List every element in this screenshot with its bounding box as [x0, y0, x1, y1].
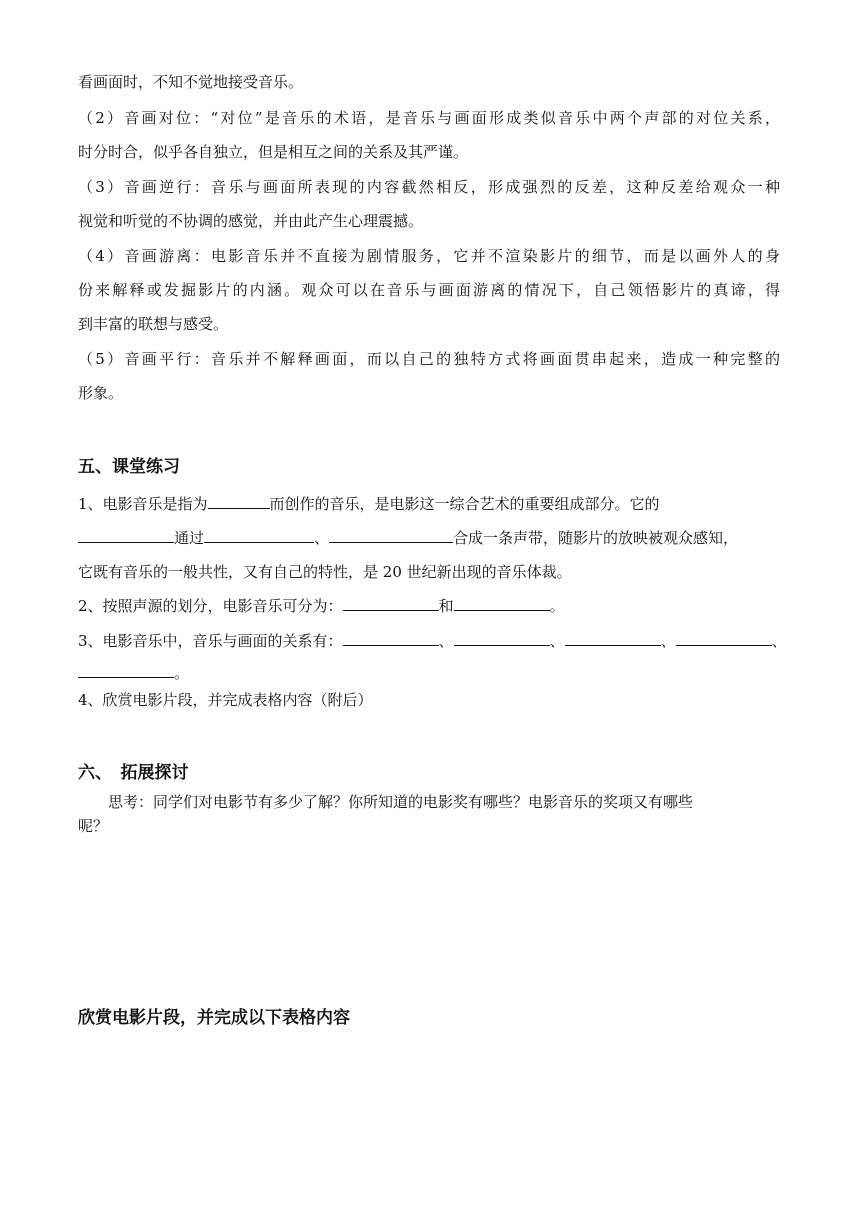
- exercise-3-blank-5[interactable]: [78, 663, 174, 678]
- exercise-2-blank-1[interactable]: [343, 596, 439, 611]
- exercise-2-text-b: 和: [438, 597, 454, 615]
- exercise-1-text-e: 合成一条声带，随影片的放映被观众感知，: [453, 529, 739, 547]
- exercise-1-line-2: [78, 528, 780, 548]
- item-5-line-2: 形象。: [78, 384, 124, 402]
- item-4-line-3: 到丰富的联想与感受。: [78, 315, 229, 333]
- exercise-3-sep-1: 、: [438, 632, 454, 650]
- item-2-line-2: 时分时合，似乎各自独立，但是相互之间的关系及其严谨。: [78, 143, 469, 161]
- exercise-1-blank-3[interactable]: [204, 528, 314, 543]
- exercise-1-text-a: 1、电影音乐是指为: [78, 495, 208, 513]
- item-4-line-1: （4）音画游离：电影音乐并不直接为剧情服务，它并不渲染影片的细节，而是以画外人的身: [78, 247, 780, 265]
- exercise-2-text-a: 2、按照声源的划分，电影音乐可分为：: [78, 597, 343, 615]
- item-3-line-1: （3）音画逆行：音乐与画面所表现的内容截然相反，形成强烈的反差，这种反差给观众一种: [78, 178, 780, 196]
- item-4-line-2: 份来解释或发掘影片的内涵。观众可以在音乐与画面游离的情况下，自己领悟影片的真谛，得: [78, 281, 780, 299]
- exercise-2-blank-2[interactable]: [454, 596, 550, 611]
- exercise-3-blank-2[interactable]: [454, 631, 550, 646]
- intro-tail-text: 看画面时，不知不觉地接受音乐。: [78, 73, 304, 91]
- appendix-heading: 欣赏电影片段，并完成以下表格内容: [78, 1008, 350, 1028]
- exercise-4-line: 4、欣赏电影片段，并完成表格内容（附后）: [78, 691, 373, 709]
- exercise-1-blank-1[interactable]: [208, 494, 270, 509]
- exercise-3-text-a: 3、电影音乐中，音乐与画面的关系有：: [78, 632, 343, 650]
- exercise-1-text-d: 、: [314, 529, 330, 547]
- exercise-3-line-1: [78, 631, 787, 651]
- exercise-3-blank-1[interactable]: [343, 631, 439, 646]
- exercise-2-text-c: 。: [549, 597, 565, 615]
- item-3-line-2: 视觉和听觉的不协调的感觉，并由此产生心理震撼。: [78, 212, 424, 230]
- exercise-3-end: 。: [174, 664, 190, 682]
- section-6-line-1: 思考：同学们对电影节有多少了解？你所知道的电影奖有哪些？电影音乐的奖项又有哪些: [78, 793, 694, 811]
- exercise-3-line-2: [78, 663, 780, 683]
- section-6-line-2: 呢？: [78, 817, 109, 835]
- exercise-3-blank-3[interactable]: [565, 631, 661, 646]
- exercise-3-sep-3: 、: [660, 632, 676, 650]
- section-6-heading: 六、 拓展探讨: [78, 763, 189, 783]
- exercise-1-blank-4[interactable]: [329, 528, 453, 543]
- exercise-3-blank-4[interactable]: [676, 631, 772, 646]
- exercise-1-line-1: [78, 494, 780, 514]
- exercise-1-text-c: 通过: [174, 529, 205, 547]
- item-5-line-1: （5）音画平行：音乐并不解释画面，而以自己的独特方式将画面贯串起来，造成一种完整的: [78, 350, 780, 368]
- section-5-heading: 五、课堂练习: [78, 457, 180, 477]
- exercise-1-blank-2[interactable]: [78, 528, 174, 543]
- exercise-2-line: [78, 596, 780, 616]
- exercise-1-text-b: 而创作的音乐，是电影这一综合艺术的重要组成部分。它的: [269, 495, 660, 513]
- exercise-3-sep-4: 、: [771, 632, 787, 650]
- exercise-3-sep-2: 、: [549, 632, 565, 650]
- item-2-line-1: （2）音画对位：“对位”是音乐的术语，是音乐与画面形成类似音乐中两个声部的对位关系，: [78, 109, 780, 127]
- exercise-1-line-3: 它既有音乐的一般共性，又有自己的特性，是 20 世纪新出现的音乐体裁。: [78, 563, 572, 581]
